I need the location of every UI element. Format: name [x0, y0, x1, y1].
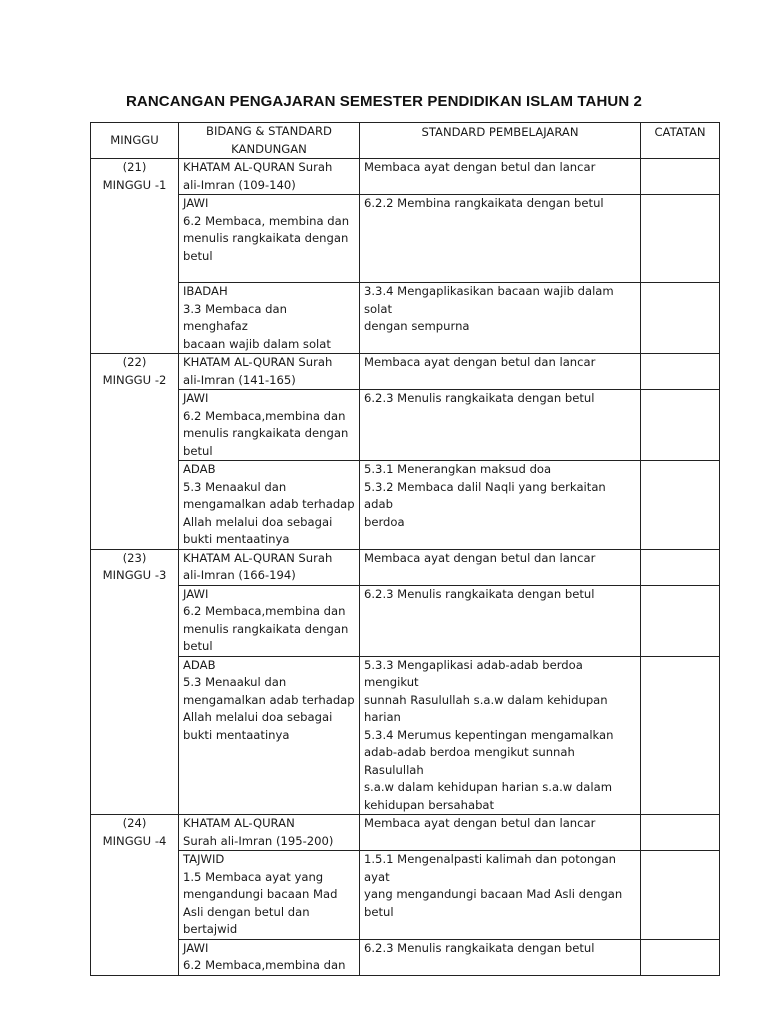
lesson-plan-table: [90, 122, 720, 976]
week-cell: [91, 815, 179, 976]
cell-line: IBADAH: [183, 284, 228, 298]
catatan-cell: [641, 354, 720, 390]
standard-cell: [360, 283, 641, 354]
bidang-cell: [179, 159, 360, 195]
table-row: [91, 283, 720, 354]
table-row: [91, 390, 720, 461]
cell-line: 6.2 Membaca,membina dan: [183, 958, 346, 972]
cell-line: bukti mentaatinya: [183, 532, 290, 546]
cell-line: menulis rangkaikata dengan: [183, 621, 349, 636]
cell-line: 6.2.3 Menulis rangkaikata dengan betul: [364, 940, 595, 955]
catatan-cell: [641, 851, 720, 940]
standard-cell: [360, 815, 641, 851]
bidang-cell: [179, 283, 360, 354]
cell-line: s.a.w dalam kehidupan harian s.a.w dalam: [364, 780, 613, 794]
cell-line: JAWI: [183, 940, 209, 955]
standard-cell: [360, 390, 641, 461]
cell-line: JAWI: [183, 391, 209, 405]
cell-line: 6.2.3 Menulis rangkaikata dengan betul: [364, 391, 595, 405]
standard-cell: [360, 939, 641, 975]
bidang-cell: [179, 354, 360, 390]
bidang-cell: [179, 549, 360, 585]
week-label: MINGGU -4: [102, 833, 167, 848]
catatan-cell: [641, 585, 720, 656]
bidang-cell: [179, 939, 360, 975]
cell-line: 6.2 Membaca, membina dan: [183, 213, 350, 228]
table-row: [91, 159, 720, 195]
cell-line: Allah melalui doa sebagai: [183, 514, 333, 529]
cell-line: 5.3.1 Menerangkan maksud doa: [364, 462, 552, 476]
bidang-cell: [179, 851, 360, 940]
cell-line: Surah ali-Imran (195-200): [183, 833, 334, 848]
cell-line: 6.2 Membaca,membina dan: [183, 408, 346, 423]
cell-line: mengandungi bacaan Mad: [183, 887, 338, 901]
cell-line: betul: [364, 904, 394, 919]
bidang-cell: [179, 461, 360, 550]
standard-cell: [360, 354, 641, 390]
cell-line: ADAB: [183, 657, 216, 672]
week-label: MINGGU -3: [102, 568, 167, 582]
cell-line: 6.2.3 Menulis rangkaikata dengan betul: [364, 586, 595, 601]
cell-line: KHATAM AL-QURAN: [183, 816, 295, 830]
cell-line: Membaca ayat dengan betul dan lancar: [364, 355, 596, 369]
week-cell: [91, 354, 179, 550]
catatan-cell: [641, 549, 720, 585]
table-row: [91, 656, 720, 815]
catatan-cell: [641, 283, 720, 354]
cell-line: mengamalkan adab terhadap: [183, 497, 355, 511]
document-title: RANCANGAN PENGAJARAN SEMESTER PENDIDIKAN ISLAM TAHUN 2: [126, 93, 642, 110]
catatan-cell: [641, 159, 720, 195]
week-label: MINGGU -1: [102, 177, 167, 192]
cell-line: betul: [183, 443, 213, 458]
cell-line: 5.3.2 Membaca dalil Naqli yang berkaitan adab: [364, 479, 610, 511]
cell-line: 6.2.2 Membina rangkaikata dengan betul: [364, 196, 604, 210]
table-body: [91, 159, 720, 976]
catatan-cell: [641, 815, 720, 851]
cell-line: dengan sempurna: [364, 319, 470, 333]
cell-line: bukti mentaatinya: [183, 727, 290, 742]
cell-line: 3.3.4 Mengaplikasikan bacaan wajib dalam solat: [364, 284, 618, 316]
cell-line: Membaca ayat dengan betul dan lancar: [364, 816, 596, 830]
cell-line: Membaca ayat dengan betul dan lancar: [364, 160, 596, 174]
cell-line: 5.3.4 Merumus kepentingan mengamalkan: [364, 727, 614, 742]
cell-line: bertajwid: [183, 922, 238, 936]
week-label: MINGGU -2: [102, 372, 167, 387]
catatan-cell: [641, 195, 720, 283]
week-cell: [91, 159, 179, 354]
cell-line: Asli dengan betul dan: [183, 904, 310, 919]
catatan-cell: [641, 461, 720, 550]
header-minggu: MINGGU: [91, 123, 179, 159]
standard-cell: [360, 585, 641, 656]
standard-cell: [360, 461, 641, 550]
cell-line: Allah melalui doa sebagai: [183, 710, 333, 724]
header-bidang: BIDANG & STANDARD KANDUNGAN: [179, 123, 360, 159]
cell-line: KHATAM AL-QURAN Surah: [183, 550, 333, 565]
bidang-cell: [179, 585, 360, 656]
week-number: (21): [122, 160, 147, 174]
week-number: (24): [122, 816, 147, 830]
table-row: [91, 851, 720, 940]
cell-line: 5.3.3 Mengaplikasi adab-adab berdoa mengikut: [364, 657, 587, 689]
header-catatan: CATATAN: [641, 123, 720, 159]
bidang-cell: [179, 656, 360, 815]
cell-line: ADAB: [183, 462, 216, 476]
bidang-cell: [179, 195, 360, 283]
week-number: (22): [122, 355, 147, 369]
table-header-row: [91, 123, 720, 159]
cell-line: JAWI: [183, 196, 209, 210]
week-cell: [91, 549, 179, 815]
cell-line: Membaca ayat dengan betul dan lancar: [364, 550, 596, 565]
cell-line: menulis rangkaikata dengan: [183, 426, 349, 440]
cell-line: betul: [183, 248, 213, 263]
table-row: [91, 461, 720, 550]
cell-line: betul: [183, 639, 213, 653]
cell-line: 6.2 Membaca,membina dan: [183, 604, 346, 618]
cell-line: 5.3 Menaakul dan: [183, 479, 287, 494]
catatan-cell: [641, 390, 720, 461]
cell-line: ali-Imran (141-165): [183, 372, 296, 387]
cell-line: adab-adab berdoa mengikut sunnah Rasulullah: [364, 745, 579, 777]
catatan-cell: [641, 656, 720, 815]
cell-line: ali-Imran (109-140): [183, 177, 296, 192]
cell-line: ali-Imran (166-194): [183, 568, 296, 582]
cell-line: 1.5 Membaca ayat yang: [183, 869, 324, 884]
cell-line: 1.5.1 Mengenalpasti kalimah dan potongan ayat: [364, 852, 620, 884]
cell-line: kehidupan bersahabat: [364, 797, 495, 812]
cell-line: yang mengandungi bacaan Mad Asli dengan: [364, 887, 623, 901]
cell-line: berdoa: [364, 514, 405, 529]
header-standard: STANDARD PEMBELAJARAN: [360, 123, 641, 159]
table-row: [91, 815, 720, 851]
table-row: [91, 195, 720, 283]
table-row: [91, 939, 720, 975]
cell-line: TAJWID: [183, 852, 225, 866]
cell-line: harian: [364, 710, 401, 724]
standard-cell: [360, 195, 641, 283]
catatan-cell: [641, 939, 720, 975]
cell-line: 3.3 Membaca dan menghafaz: [183, 301, 291, 333]
cell-line: menulis rangkaikata dengan: [183, 231, 349, 245]
table-row: [91, 585, 720, 656]
cell-line: KHATAM AL-QURAN Surah: [183, 355, 333, 369]
cell-line: KHATAM AL-QURAN Surah: [183, 160, 333, 174]
table-row: [91, 549, 720, 585]
week-number: (23): [122, 550, 147, 565]
cell-line: JAWI: [183, 586, 209, 601]
bidang-cell: [179, 390, 360, 461]
standard-cell: [360, 851, 641, 940]
cell-line: mengamalkan adab terhadap: [183, 692, 355, 707]
table-row: [91, 354, 720, 390]
standard-cell: [360, 159, 641, 195]
cell-line: 5.3 Menaakul dan: [183, 675, 287, 689]
bidang-cell: [179, 815, 360, 851]
standard-cell: [360, 549, 641, 585]
cell-line: sunnah Rasulullah s.a.w dalam kehidupan: [364, 692, 608, 707]
cell-line: bacaan wajib dalam solat: [183, 336, 331, 351]
standard-cell: [360, 656, 641, 815]
